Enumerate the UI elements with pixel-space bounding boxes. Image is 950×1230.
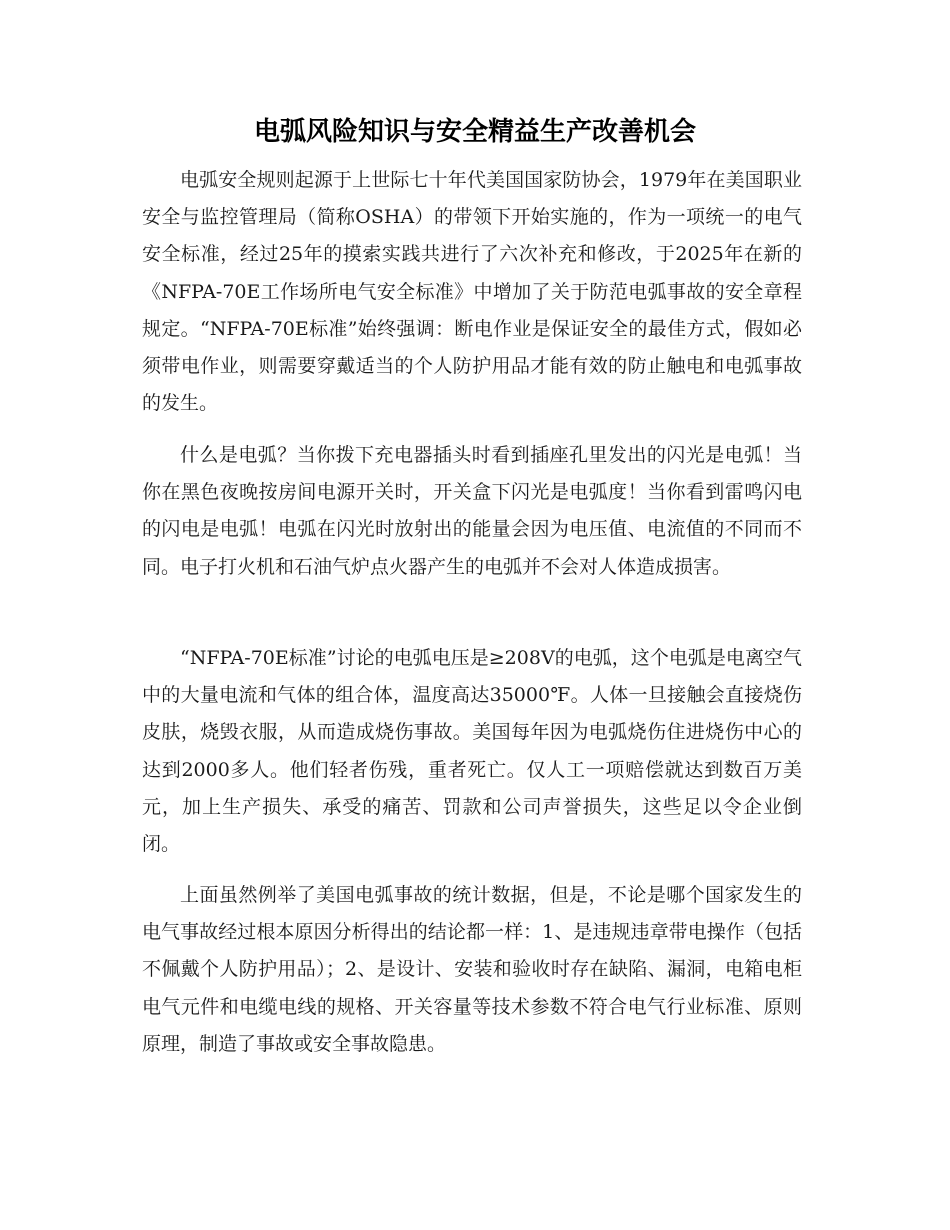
paragraph-4: 上面虽然例举了美国电弧事故的统计数据，但是，不论是哪个国家发生的电气事故经过根本原因分析得出的结论都一样：1、是违规违章带电操作（包括不佩戴个人防护用品）；2、是设计、安装和验收时存在缺陷、漏洞，电箱电柜电气元件和电缆电线的规格、开关容量等技术参数不符合电气行业标准、原则原理，制造了事故或安全事故隐患。 xyxy=(142,884,802,1055)
paragraph-2: 什么是电弧？当你拨下充电器插头时看到插座孔里发出的闪光是电弧！当你在黑色夜晚按房间电源开关时，开关盒下闪光是电弧度！当你看到雷鸣闪电的闪电是电弧！电弧在闪光时放射出的能量会因为电压值、电流值的不同而不同。电子打火机和石油气炉点火器产生的电弧并不会对人体造成损害。 xyxy=(142,444,802,578)
page-title: 电弧风险知识与安全精益生产改善机会 xyxy=(253,117,696,147)
paragraph-1: 电弧安全规则起源于上世际七十年代美国国家防协会，1979年在美国职业安全与监控管理局（简称OSHA）的带领下开始实施的，作为一项统一的电气安全标准，经过25年的摸索实践共进行了六次补充和修改，于2025年在新的《NFPA-70E工作场所电气安全标准》中增加了关于防范电弧事故的安全章程规定。“NFPA-70E标准”始终强调：断电作业是保证安全的最佳方式，假如必须带电作业，则需要穿戴适当的个人防护用品才能有效的防止触电和电弧事故的发生。 xyxy=(142,169,802,415)
paragraph-3: “NFPA-70E标准”讨论的电弧电压是≥208V的电弧，这个电弧是电离空气中的大量电流和气体的组合体，温度高达35000℉。人体一旦接触会直接烧伤皮肤，烧毁衣服，从而造成烧伤事故。美国每年因为电弧烧伤住进烧伤中心的达到2000多人。他们轻者伤残，重者死亡。仅人工一项赔偿就达到数百万美元，加上生产损失、承受的痛苦、罚款和公司声誉损失，这些足以令企业倒闭。 xyxy=(142,647,802,856)
